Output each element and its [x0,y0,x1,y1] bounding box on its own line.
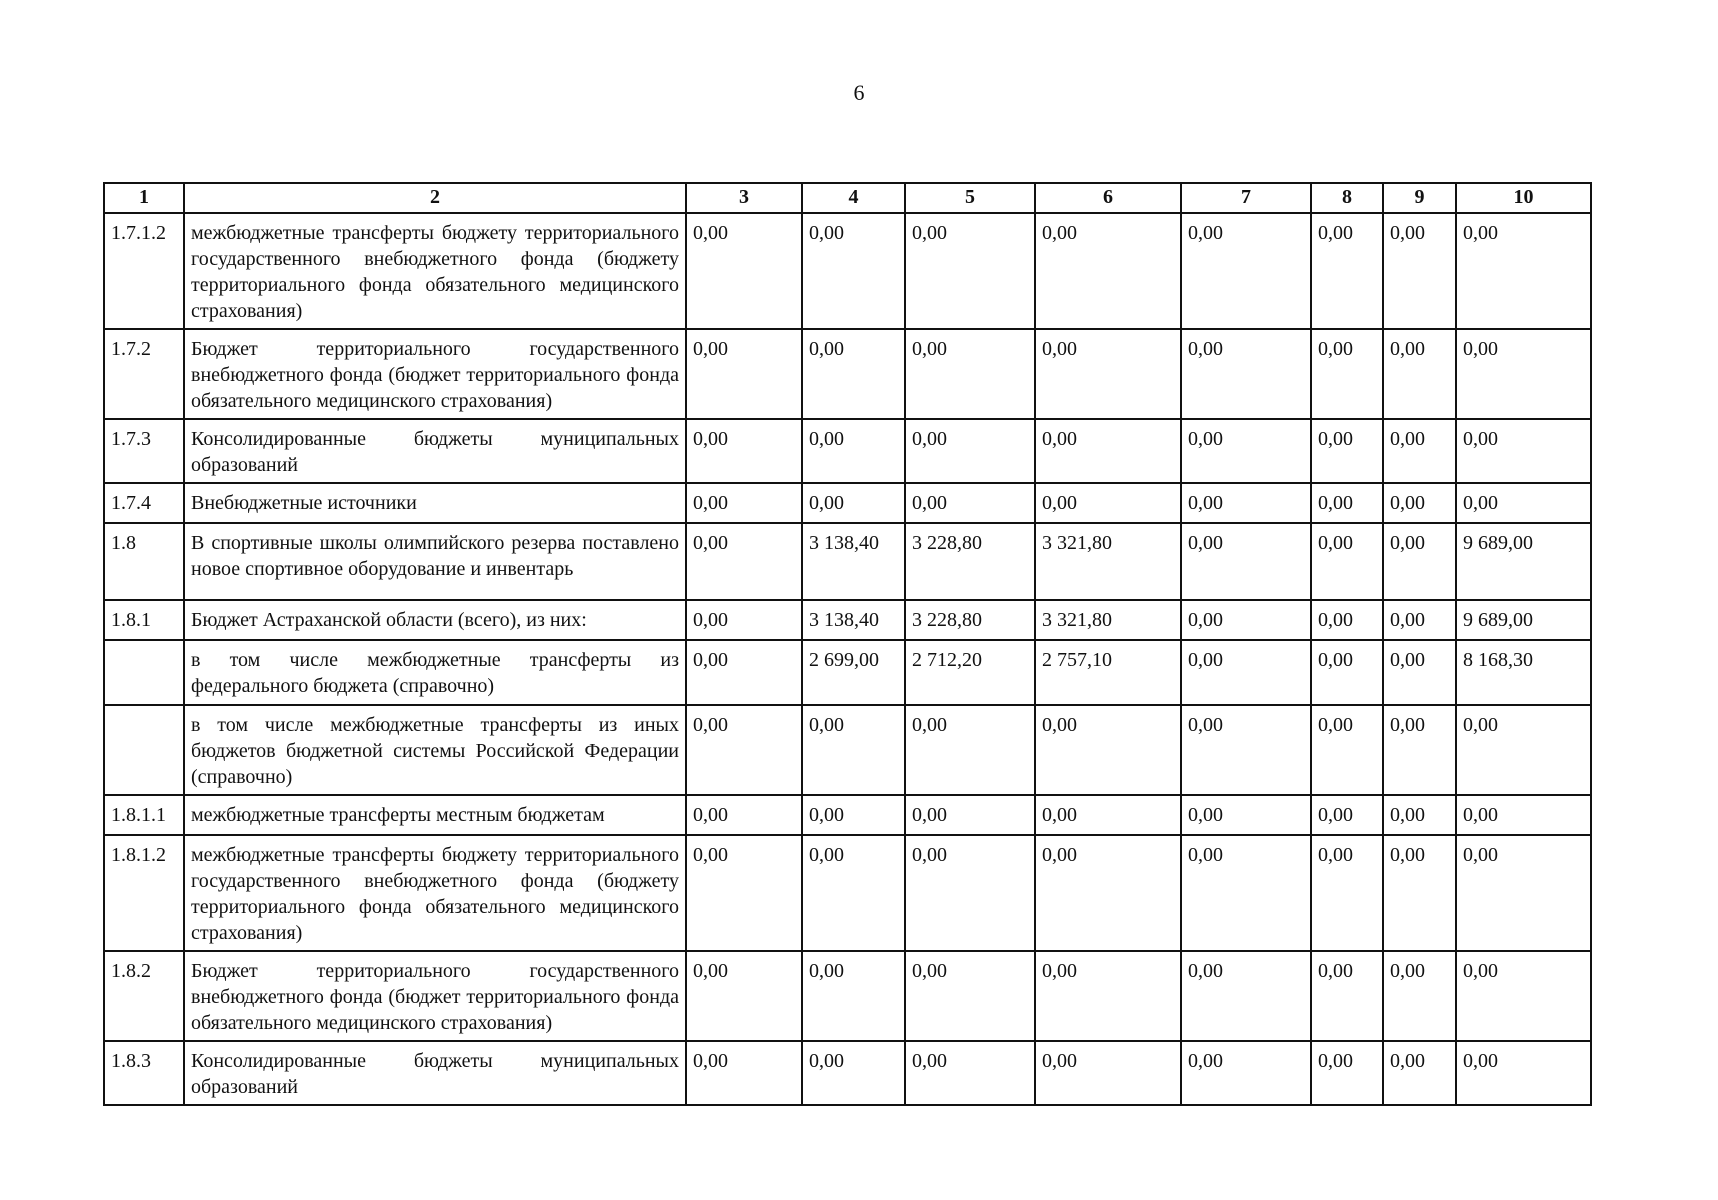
value-cell: 0,00 [1311,483,1383,523]
value-cell: 0,00 [905,951,1035,1041]
value-cell: 0,00 [686,483,802,523]
table-row [104,483,1591,523]
row-code [104,640,184,705]
row-code: 1.7.2 [104,329,184,419]
value-cell: 0,00 [1035,213,1181,329]
value-cell: 0,00 [1181,329,1311,419]
row-description: в том числе межбюджетные трансферты из иных бюджетов бюджетной системы Российской Федерации (справочно) [184,705,686,795]
table-row [104,419,1591,483]
value-cell: 3 138,40 [802,523,905,600]
row-code: 1.8.1 [104,600,184,640]
value-cell: 0,00 [905,419,1035,483]
value-cell: 0,00 [1311,640,1383,705]
value-cell: 0,00 [1311,795,1383,835]
value-cell: 0,00 [905,1041,1035,1105]
column-header: 10 [1456,183,1591,213]
column-header: 9 [1383,183,1456,213]
row-code: 1.8.3 [104,1041,184,1105]
value-cell: 0,00 [1383,523,1456,600]
value-cell: 0,00 [1383,483,1456,523]
row-description: межбюджетные трансферты бюджету территориального государственного внебюджетного фонда (бюджету территориального фонда обязательного медицинского страхования) [184,213,686,329]
value-cell: 0,00 [686,835,802,951]
value-cell: 0,00 [686,600,802,640]
row-description: в том числе межбюджетные трансферты из федерального бюджета (справочно) [184,640,686,705]
value-cell: 2 699,00 [802,640,905,705]
value-cell: 0,00 [686,640,802,705]
row-description: В спортивные школы олимпийского резерва поставлено новое спортивное оборудование и инвентарь [184,523,686,600]
value-cell: 0,00 [1456,483,1591,523]
value-cell: 0,00 [1456,1041,1591,1105]
row-description: Бюджет территориального государственного внебюджетного фонда (бюджет территориального фонда обязательного медицинского страхования) [184,951,686,1041]
column-header: 6 [1035,183,1181,213]
value-cell: 0,00 [905,213,1035,329]
value-cell: 0,00 [1383,795,1456,835]
value-cell: 0,00 [802,419,905,483]
value-cell: 3 138,40 [802,600,905,640]
value-cell: 0,00 [1181,705,1311,795]
value-cell: 0,00 [686,329,802,419]
row-description: межбюджетные трансферты местным бюджетам [184,795,686,835]
value-cell: 0,00 [802,213,905,329]
column-header: 7 [1181,183,1311,213]
value-cell: 0,00 [1311,419,1383,483]
value-cell: 0,00 [1311,213,1383,329]
row-code [104,705,184,795]
table-row [104,705,1591,795]
value-cell: 8 168,30 [1456,640,1591,705]
table-body [104,213,1591,1105]
value-cell: 0,00 [1311,1041,1383,1105]
table-row [104,329,1591,419]
value-cell: 2 757,10 [1035,640,1181,705]
table-row [104,835,1591,951]
value-cell: 0,00 [1311,835,1383,951]
value-cell: 0,00 [905,795,1035,835]
value-cell: 0,00 [1311,705,1383,795]
value-cell: 0,00 [905,835,1035,951]
value-cell: 0,00 [1383,600,1456,640]
value-cell: 0,00 [1181,1041,1311,1105]
value-cell: 0,00 [1383,640,1456,705]
value-cell: 0,00 [1383,705,1456,795]
value-cell: 0,00 [1181,213,1311,329]
row-code: 1.8.2 [104,951,184,1041]
value-cell: 0,00 [686,419,802,483]
value-cell: 0,00 [1383,835,1456,951]
value-cell: 0,00 [1456,951,1591,1041]
value-cell: 0,00 [802,835,905,951]
budget-table [103,182,1592,1106]
row-description: Консолидированные бюджеты муниципальных образований [184,419,686,483]
value-cell: 0,00 [1311,951,1383,1041]
value-cell: 0,00 [1181,835,1311,951]
value-cell: 9 689,00 [1456,523,1591,600]
table-row [104,523,1591,600]
value-cell: 3 228,80 [905,600,1035,640]
table-row [104,795,1591,835]
row-code: 1.8 [104,523,184,600]
value-cell: 0,00 [1181,483,1311,523]
row-code: 1.8.1.2 [104,835,184,951]
row-description: Бюджет территориального государственного внебюджетного фонда (бюджет территориального фонда обязательного медицинского страхования) [184,329,686,419]
table-header-row [104,183,1591,213]
value-cell: 0,00 [686,523,802,600]
value-cell: 0,00 [1383,213,1456,329]
value-cell: 2 712,20 [905,640,1035,705]
value-cell: 0,00 [1456,419,1591,483]
column-header: 2 [184,183,686,213]
table-row [104,600,1591,640]
value-cell: 0,00 [1311,600,1383,640]
value-cell: 0,00 [1383,1041,1456,1105]
value-cell: 0,00 [1181,600,1311,640]
value-cell: 0,00 [1035,1041,1181,1105]
value-cell: 0,00 [686,951,802,1041]
value-cell: 3 321,80 [1035,523,1181,600]
value-cell: 0,00 [1035,329,1181,419]
value-cell: 0,00 [1181,951,1311,1041]
value-cell: 0,00 [686,795,802,835]
value-cell: 0,00 [1181,640,1311,705]
table-row [104,1041,1591,1105]
value-cell: 0,00 [1181,419,1311,483]
row-code: 1.7.3 [104,419,184,483]
value-cell: 0,00 [1456,329,1591,419]
table-row [104,213,1591,329]
column-header: 1 [104,183,184,213]
value-cell: 0,00 [905,329,1035,419]
value-cell: 0,00 [1181,523,1311,600]
value-cell: 0,00 [1456,835,1591,951]
value-cell: 0,00 [686,705,802,795]
column-header: 5 [905,183,1035,213]
column-header: 4 [802,183,905,213]
value-cell: 9 689,00 [1456,600,1591,640]
value-cell: 0,00 [1035,483,1181,523]
row-description: Бюджет Астраханской области (всего), из них: [184,600,686,640]
value-cell: 0,00 [802,951,905,1041]
value-cell: 0,00 [802,483,905,523]
value-cell: 0,00 [802,705,905,795]
value-cell: 0,00 [1035,705,1181,795]
value-cell: 0,00 [802,329,905,419]
value-cell: 0,00 [1035,835,1181,951]
value-cell: 0,00 [1181,795,1311,835]
value-cell: 0,00 [1311,329,1383,419]
row-description: Внебюджетные источники [184,483,686,523]
value-cell: 0,00 [686,213,802,329]
row-code: 1.7.1.2 [104,213,184,329]
value-cell: 0,00 [1383,329,1456,419]
value-cell: 0,00 [1035,951,1181,1041]
column-header: 3 [686,183,802,213]
value-cell: 0,00 [686,1041,802,1105]
row-description: Консолидированные бюджеты муниципальных образований [184,1041,686,1105]
value-cell: 0,00 [905,483,1035,523]
value-cell: 0,00 [802,1041,905,1105]
value-cell: 3 228,80 [905,523,1035,600]
value-cell: 0,00 [1383,951,1456,1041]
row-code: 1.8.1.1 [104,795,184,835]
value-cell: 0,00 [1456,705,1591,795]
table-row [104,640,1591,705]
value-cell: 0,00 [1383,419,1456,483]
value-cell: 0,00 [802,795,905,835]
value-cell: 0,00 [1035,795,1181,835]
value-cell: 0,00 [1456,795,1591,835]
value-cell: 0,00 [1456,213,1591,329]
row-description: межбюджетные трансферты бюджету территориального государственного внебюджетного фонда (бюджету территориального фонда обязательного медицинского страхования) [184,835,686,951]
value-cell: 0,00 [1035,419,1181,483]
row-code: 1.7.4 [104,483,184,523]
table-row [104,951,1591,1041]
value-cell: 0,00 [905,705,1035,795]
page-number: 6 [853,80,865,105]
value-cell: 0,00 [1311,523,1383,600]
column-header: 8 [1311,183,1383,213]
value-cell: 3 321,80 [1035,600,1181,640]
